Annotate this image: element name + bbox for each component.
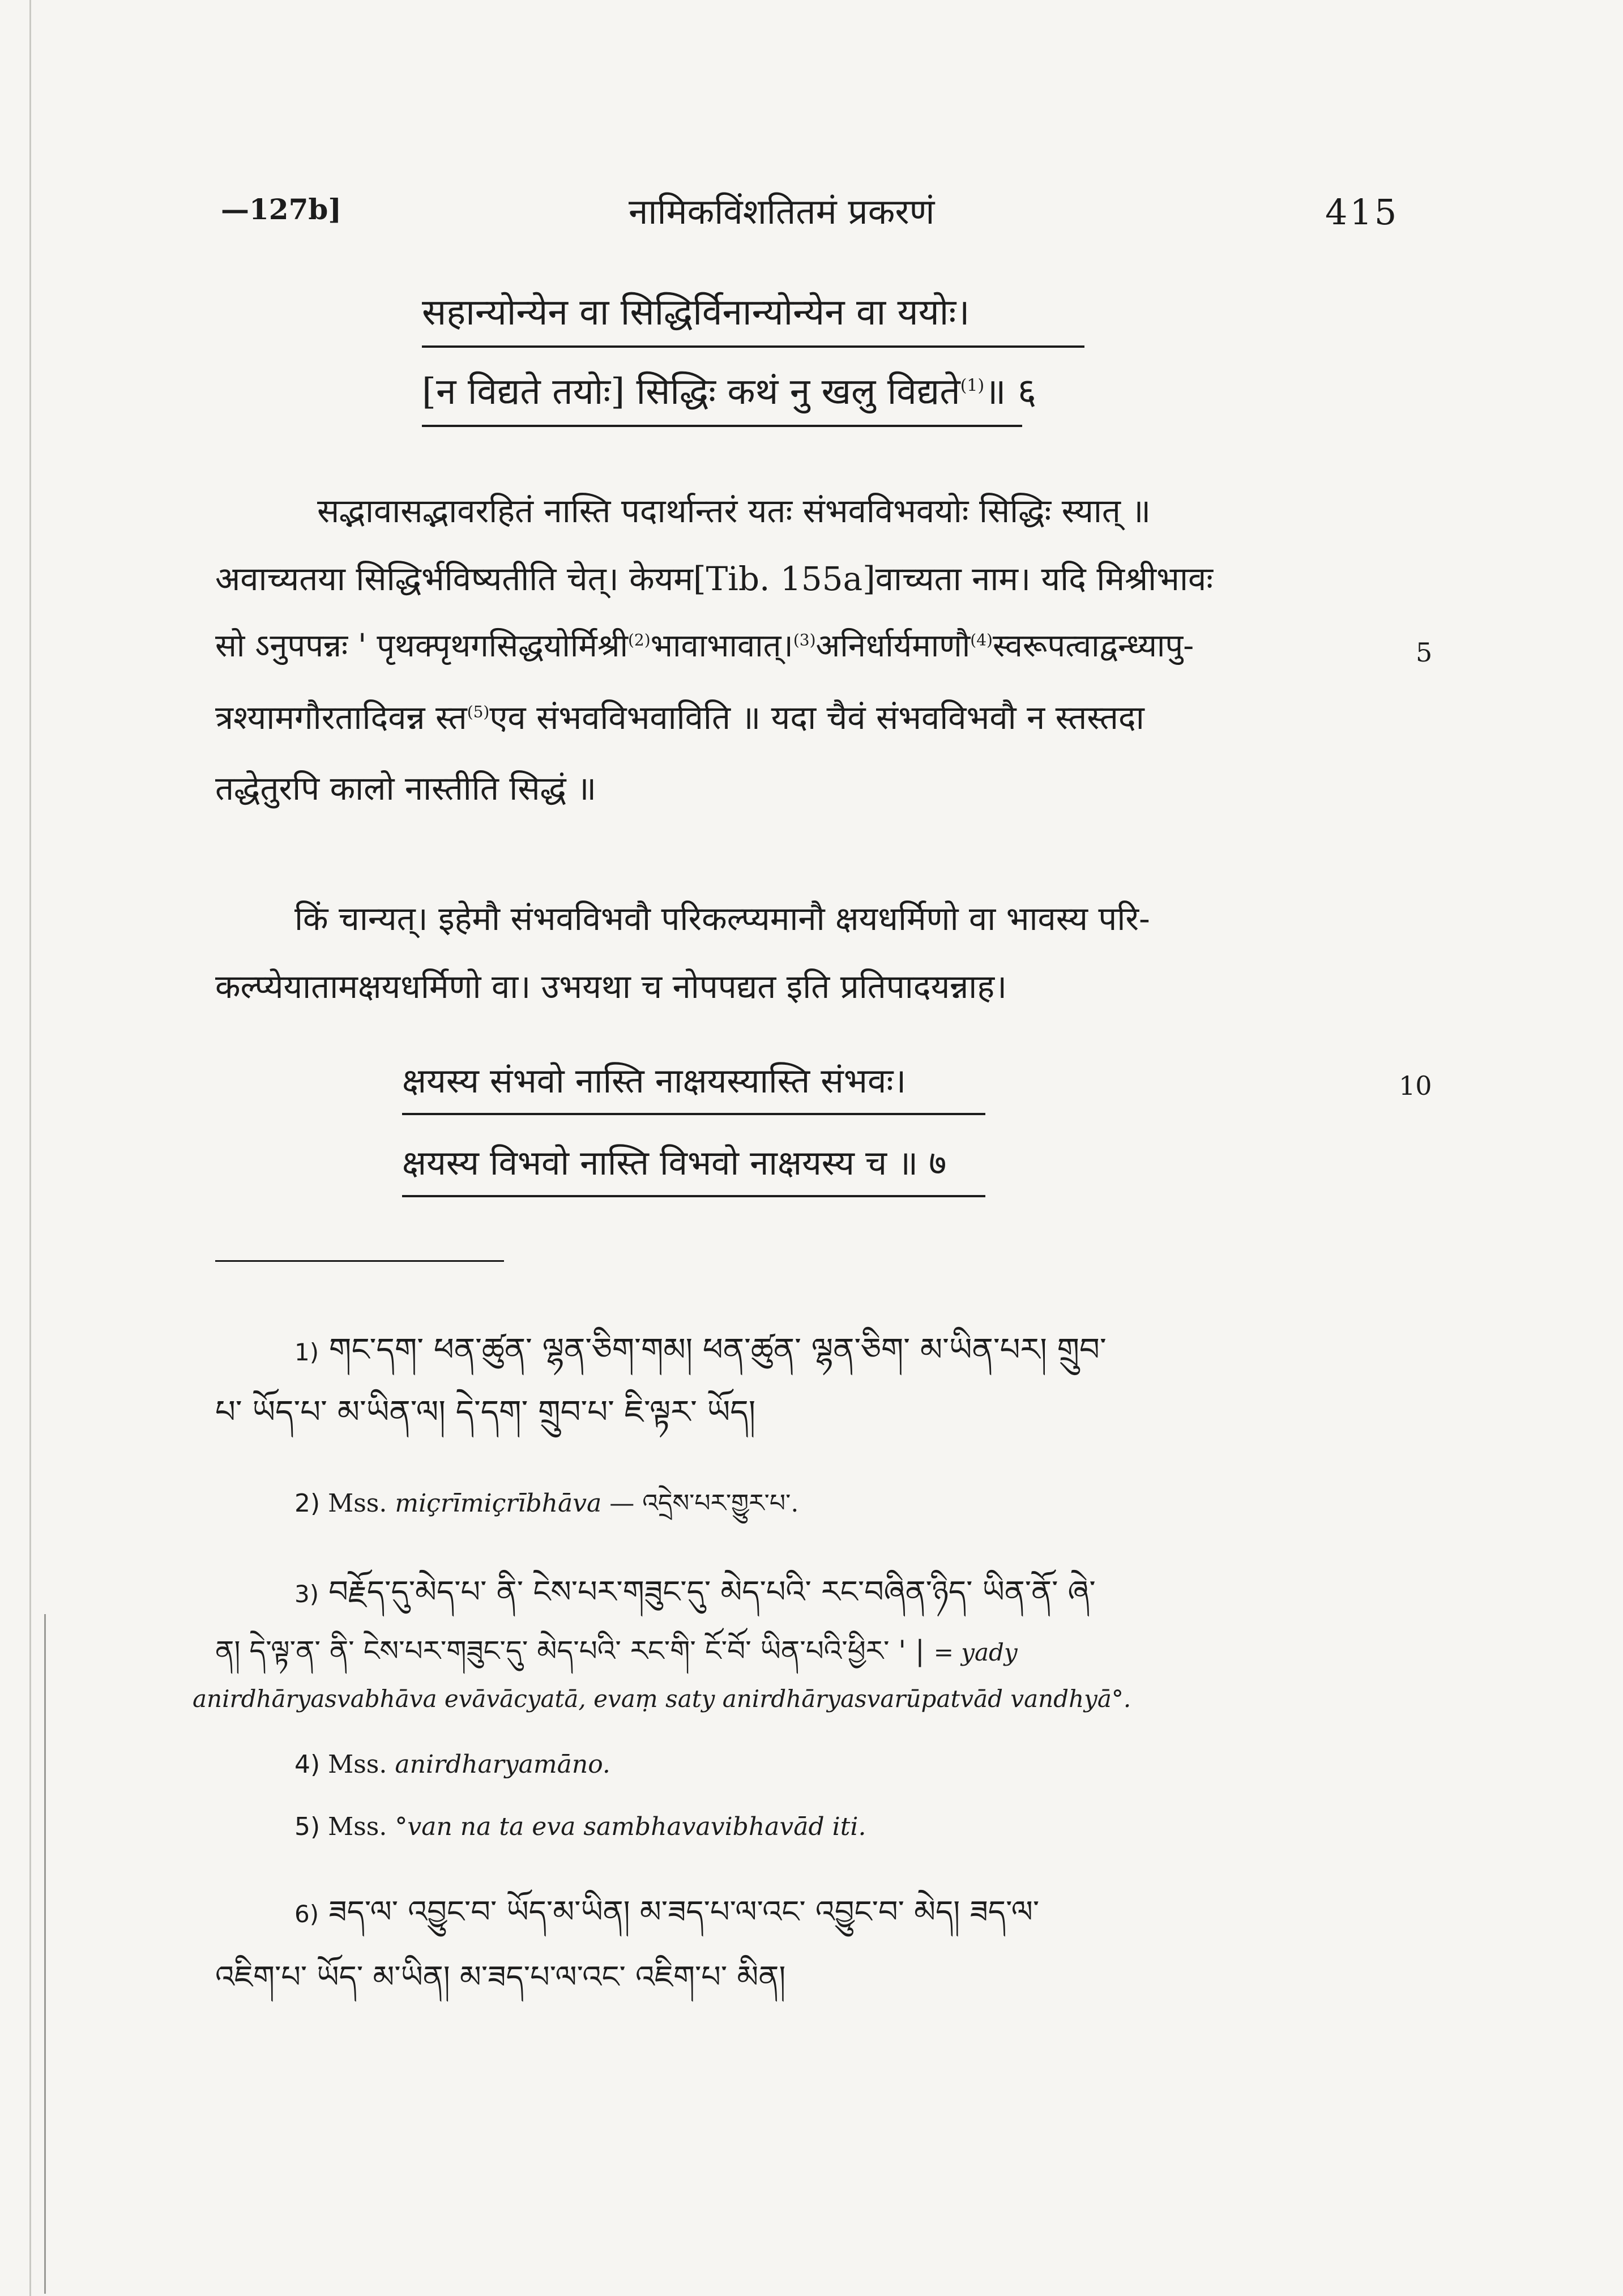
- footnote-tibetan: བརྗོད་དུ་མེད་པ་ ནི་ ངེས་པར་གཟུང་དུ་ མེད་པའི་ རང་བཞིན་ཉིད་ ཡིན་ནོ་ ཞེ་: [328, 1574, 1096, 1610]
- page-number: 415: [1325, 191, 1399, 233]
- running-header: [0, 187, 1623, 255]
- footnote-tibetan: — འདྲེས་པར་གྱུར་པ་.: [609, 1489, 799, 1518]
- footnote-5: [294, 1812, 866, 1841]
- verse-7-line-2-text: क्षयस्य विभवो नास्ति विभवो नाक्षयस्य च ॥ ७: [402, 1143, 947, 1183]
- footnote-number: 6): [294, 1900, 319, 1928]
- footnote-number: 4): [294, 1750, 321, 1779]
- footnote-ref-2: (2): [627, 630, 651, 650]
- verse-underline: [402, 1195, 985, 1197]
- commentary-line: कल्प्येयातामक्षयधर्मिणो वा। उभयथा च नोपपद्यत इति प्रतिपादयन्नाह।: [215, 967, 1007, 1006]
- verse-6-line-1-text: सहान्योन्येन वा सिद्धिर्विनान्योन्येन वा ययोः।: [422, 292, 970, 334]
- footnote-number: 3): [294, 1580, 319, 1608]
- footnote-number: 2): [294, 1489, 321, 1518]
- footnote-1-line-2: པ་ ཡོད་པ་ མ་ཡིན་ལ། དེ་དག་ གྲུབ་པ་ ཇི་ལྟར་ ཡོད།: [215, 1394, 756, 1431]
- footnote-sanskrit: = yady: [933, 1638, 1018, 1666]
- verse-underline: [422, 345, 1084, 348]
- footnote-separator: [215, 1260, 504, 1262]
- commentary-text: स्वरूपत्वाद्वन्ध्यापु-: [992, 628, 1194, 664]
- commentary-line: अवाच्यतया सिद्धिर्भविष्यतीति चेत्। केयम[Tib. 155a]वाच्यता नाम। यदि मिश्रीभावः: [215, 560, 1213, 598]
- footnote-text: Mss.: [328, 1750, 387, 1779]
- verse-underline: [422, 425, 1022, 427]
- footnote-ref-1: (1): [960, 375, 985, 396]
- verse-7-line-1: [402, 1056, 906, 1103]
- commentary-text: त्रश्यामगौरतादिवन्न स्त: [215, 698, 467, 737]
- folio-reference: —127b]: [221, 193, 341, 226]
- left-margin-line: [29, 0, 31, 2296]
- footnote-tibetan: གང་དག་ ཕན་ཚུན་ ལྷན་ཅིག་གམ། ཕན་ཚུན་ ལྷན་ཅིག་ མ་ཡིན་པར། གྲུབ་: [328, 1331, 1107, 1368]
- verse-6-line-2-text: [न विद्यते तयोः] सिद्धिः कथं नु खलु विद्यते: [422, 371, 960, 413]
- footnote-ref-3: (3): [793, 630, 816, 650]
- line-number: 10: [1399, 1070, 1432, 1101]
- verse-6-number: ॥ ६: [984, 371, 1037, 413]
- commentary-line: तद्धेतुरपि कालो नास्तीति सिद्धं ॥: [215, 769, 597, 808]
- footnote-ref-5: (5): [467, 702, 490, 722]
- verse-underline: [402, 1113, 985, 1115]
- footnote-variant: anirdharyamāno.: [395, 1750, 610, 1779]
- commentary-text: एव संभवविभवाविति ॥ यदा चैवं संभवविभवौ न स्तस्तदा: [489, 698, 1144, 737]
- chapter-title: नामिकविंशतितमं प्रकरणं: [629, 191, 935, 232]
- line-number: 5: [1416, 637, 1433, 668]
- commentary-line: किं चान्यत्। इहेमौ संभवविभवौ परिकल्प्यमानौ क्षयधर्मिणो वा भावस्य परि-: [294, 899, 1150, 938]
- commentary-text: सो ऽनुपपन्नः ' पृथक्पृथगसिद्धयोर्मिश्री: [215, 628, 628, 664]
- footnote-text: Mss.: [328, 1489, 387, 1518]
- commentary-line: [215, 623, 1194, 666]
- left-margin-line-lower: [44, 1614, 46, 2294]
- footnote-ref-4: (4): [970, 630, 993, 650]
- footnote-number: 5): [294, 1812, 321, 1841]
- verse-7-line-1-text: क्षयस्य संभवो नास्ति नाक्षयस्यास्ति संभवः।: [402, 1061, 907, 1101]
- commentary-text: अनिर्धार्यमाणौ: [815, 628, 971, 664]
- footnote-variant: miçrīmiçrībhāva: [395, 1489, 602, 1518]
- footnote-number: 1): [294, 1338, 319, 1366]
- verse-7-line-2: [402, 1138, 946, 1185]
- footnote-4: [294, 1750, 610, 1779]
- commentary-text: भावाभावात्।: [650, 628, 793, 664]
- commentary-line: [215, 694, 1144, 739]
- footnote-tibetan: ཟད་ལ་ འབྱུང་བ་ ཡོད་མ་ཡིན། མ་ཟད་པ་ལ་འང་ འབྱུང་བ་ མེད། ཟད་ལ་: [328, 1894, 1040, 1930]
- verse-6-line-1: [422, 286, 970, 335]
- footnote-2: [294, 1475, 798, 1546]
- footnote-3-line-3: [193, 1685, 1131, 1713]
- footnote-6-line-2: འཇིག་པ་ ཡོད་ མ་ཡིན། མ་ཟད་པ་ལ་འང་ འཇིག་པ་ མིན།: [215, 1959, 786, 1995]
- footnote-variant: °van na ta eva sambhavavibhavād iti.: [395, 1812, 866, 1841]
- verse-6-line-2: [422, 365, 1036, 415]
- footnote-text: Mss.: [328, 1812, 387, 1841]
- footnote-tibetan: ན། དེ་ལྟ་ན་ ནི་ ངེས་པར་གཟུང་དུ་ མེད་པའི་ རང་གི་ ངོ་བོ་ ཡིན་པའི་ཕྱིར་ ' |: [215, 1634, 925, 1667]
- commentary-line: सद्भावासद्भावरहितं नास्ति पदार्थान्तरं यतः संभवविभवयोः सिद्धिः स्यात् ॥: [317, 492, 1151, 530]
- footnote-sanskrit: anirdhāryasvabhāva evāvācyatā, evaṃ saty anirdhāryasvarūpatvād vandhyā°.: [193, 1685, 1131, 1713]
